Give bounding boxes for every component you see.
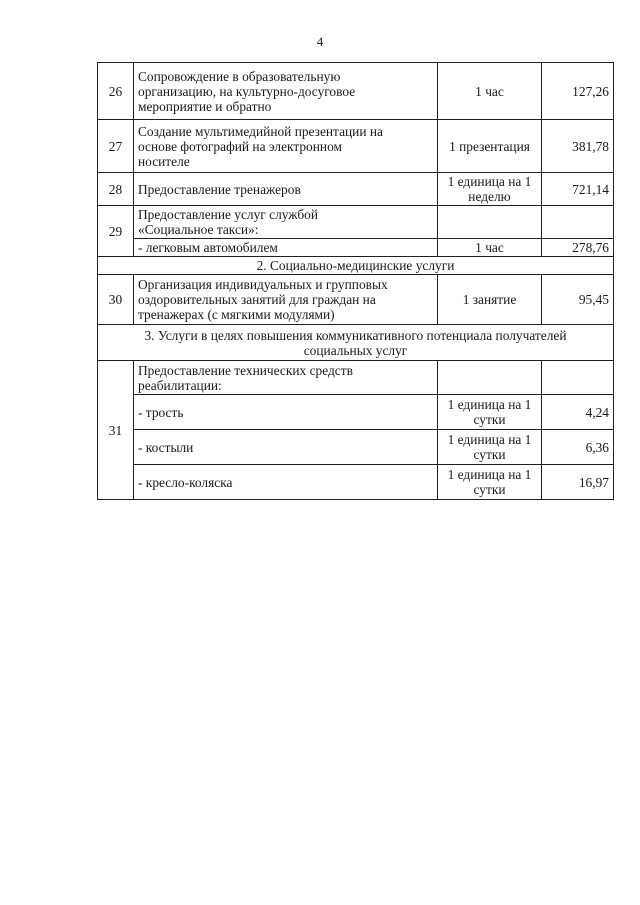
service-unit: 1 час [438, 63, 542, 120]
row-number: 27 [98, 120, 134, 173]
service-price: 721,14 [542, 173, 614, 206]
service-unit-empty [438, 206, 542, 239]
row-number: 29 [98, 206, 134, 257]
service-subitem-name: - кресло-коляска [134, 465, 438, 500]
service-subitem-name: - легковым автомобилем [134, 239, 438, 257]
table-row [98, 206, 614, 239]
service-name-line: мероприятие и обратно [138, 98, 272, 114]
service-name [134, 63, 438, 120]
section-heading [98, 325, 614, 361]
table-row [98, 430, 614, 465]
service-name-line: «Социальное такси»: [138, 222, 259, 237]
service-unit [438, 465, 542, 500]
section-heading: 2. Социально-медицинские услуги [98, 257, 614, 275]
service-unit: 1 презентация [438, 120, 542, 173]
service-unit [438, 395, 542, 430]
section-heading-line: социальных услуг [303, 342, 408, 358]
row-number: 26 [98, 63, 134, 120]
service-name-line: организацию, на культурно-досуговое [138, 83, 356, 99]
page-number: 4 [316, 34, 324, 49]
service-price-empty [542, 361, 614, 395]
table-row [98, 239, 614, 257]
service-unit-line: 1 единица на 1 [447, 397, 532, 412]
service-unit [438, 173, 542, 206]
service-price: 278,76 [542, 239, 614, 257]
section-row [98, 257, 614, 275]
service-name [134, 361, 438, 395]
service-unit-line: сутки [473, 447, 506, 462]
service-price-empty [542, 206, 614, 239]
row-number: 30 [98, 275, 134, 325]
table-row [98, 120, 614, 173]
service-unit-line: неделю [468, 189, 511, 204]
service-unit-line: сутки [473, 412, 506, 427]
section-heading-line: 3. Услуги в целях повышения коммуникативного потенциала получателей [144, 327, 567, 343]
service-name-line: носителе [138, 153, 190, 169]
table-row [98, 361, 614, 395]
services-tariff-table [97, 62, 614, 500]
service-name-line: Предоставление услуг службой [138, 207, 319, 222]
service-unit-line: 1 единица на 1 [447, 467, 532, 482]
service-unit-line: 1 единица на 1 [447, 174, 532, 189]
table-row [98, 395, 614, 430]
row-number: 28 [98, 173, 134, 206]
service-price: 127,26 [542, 63, 614, 120]
table-row [98, 465, 614, 500]
service-name-line: Предоставление технических средств [138, 362, 353, 378]
service-name-line: Организация индивидуальных и групповых [138, 277, 388, 292]
service-unit: 1 занятие [438, 275, 542, 325]
section-row [98, 325, 614, 361]
service-price: 16,97 [542, 465, 614, 500]
service-price: 6,36 [542, 430, 614, 465]
service-price: 95,45 [542, 275, 614, 325]
row-number: 31 [98, 361, 134, 500]
service-subitem-name: - костыли [134, 430, 438, 465]
service-name-line: тренажерах (с мягкими модулями) [138, 307, 335, 322]
service-unit [438, 430, 542, 465]
service-name-line: реабилитации: [138, 377, 222, 393]
service-name [134, 275, 438, 325]
service-name [134, 120, 438, 173]
service-unit: 1 час [438, 239, 542, 257]
service-unit-empty [438, 361, 542, 395]
table-row [98, 63, 614, 120]
service-price: 4,24 [542, 395, 614, 430]
service-price: 381,78 [542, 120, 614, 173]
service-name-line: основе фотографий на электронном [138, 138, 342, 154]
service-subitem-name: - трость [134, 395, 438, 430]
service-name-line: Сопровождение в образовательную [138, 68, 341, 84]
table-row [98, 275, 614, 325]
service-name [134, 206, 438, 239]
service-unit-line: 1 единица на 1 [447, 432, 532, 447]
service-name-line: Создание мультимедийной презентации на [138, 123, 383, 139]
service-unit-line: сутки [473, 482, 506, 497]
service-name-line: оздоровительных занятий для граждан на [138, 292, 376, 307]
service-name: Предоставление тренажеров [134, 173, 438, 206]
table-row [98, 173, 614, 206]
